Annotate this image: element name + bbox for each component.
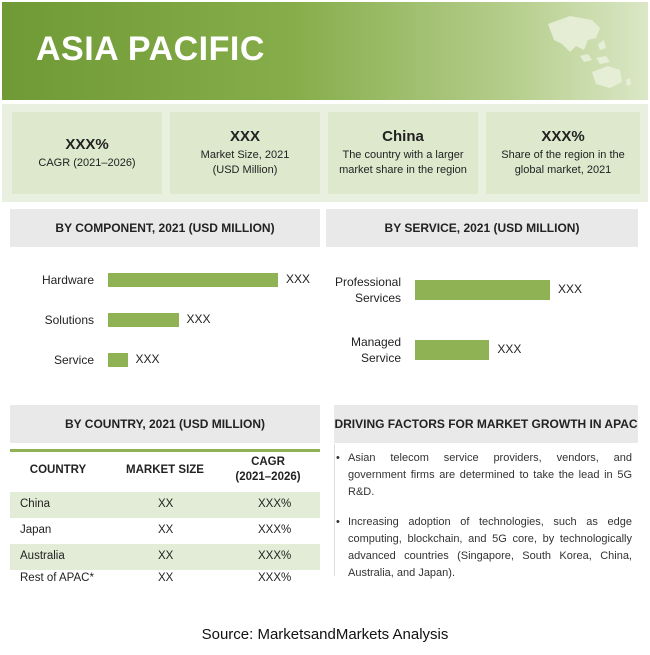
region-title: ASIA PACIFIC: [36, 30, 265, 68]
component-bar-chart: [0, 250, 325, 390]
country-section-title: BY COUNTRY, 2021 (USD MILLION): [10, 405, 320, 443]
bar: [108, 273, 278, 287]
drivers-section-title: DRIVING FACTORS FOR MARKET GROWTH IN APAC: [334, 405, 638, 443]
kpi-cagr-label: CAGR (2021–2026): [38, 156, 136, 169]
kpi-market-size-label: Market Size, 2021 (USD Million): [200, 149, 290, 176]
driver-text: Increasing adoption of technologies, such as edge computing, blockchain, and 5G core, by technologically advanced countries (Singapore, South Korea, China, Australia, and Japan).: [348, 516, 632, 579]
value-label: XXX: [497, 342, 522, 356]
driver-text: Asian telecom service providers, vendors, and government firms are determined to take the lead in 5G R&D.: [348, 452, 632, 498]
table-row: [10, 570, 320, 592]
kpi-market-size: [170, 112, 320, 194]
cell-cagr: XXX%: [258, 524, 292, 536]
category-label: Managed Service: [350, 335, 401, 365]
table-row: [10, 492, 320, 518]
category-label: Hardware: [41, 273, 94, 287]
column-header-cagr: CAGR (2021–2026): [235, 456, 301, 483]
cell-cagr: XXX%: [258, 498, 292, 510]
service-bar-chart: [325, 250, 650, 390]
source-note: Source: MarketsandMarkets Analysis: [201, 626, 449, 643]
cell-country: Japan: [20, 524, 52, 536]
bar: [415, 280, 550, 300]
kpi-leading-country: [328, 112, 478, 194]
value-label: XXX: [186, 312, 211, 326]
cell-country: Australia: [20, 550, 65, 562]
driver-item: [336, 514, 632, 582]
category-label: Service: [53, 353, 94, 367]
bar: [108, 313, 179, 327]
kpi-region-share-value: XXX%: [541, 128, 585, 145]
service-section-title: BY SERVICE, 2021 (USD MILLION): [326, 209, 638, 247]
column-header-country: COUNTRY: [29, 464, 87, 476]
cell-cagr: XXX%: [258, 572, 292, 584]
category-label: Professional Services: [334, 275, 401, 305]
kpi-leading-country-value: China: [382, 128, 424, 145]
value-label: XXX: [558, 282, 583, 296]
kpi-region-share-label: Share of the region in the global market, 2021: [501, 149, 625, 176]
cell-country: Rest of APAC*: [20, 572, 94, 584]
bullet-icon: •: [336, 516, 340, 528]
asia-map-icon: [540, 10, 635, 92]
column-header-market-size: MARKET SIZE: [126, 464, 204, 476]
cell-market-size: XX: [158, 524, 174, 536]
bar: [108, 353, 128, 367]
kpi-cagr-value: XXX%: [65, 135, 109, 153]
cell-market-size: XX: [158, 498, 174, 510]
table-row: [10, 518, 320, 544]
kpi-strip: [2, 104, 648, 202]
value-label: XXX: [135, 352, 160, 366]
bullet-icon: •: [336, 452, 340, 464]
bar: [415, 340, 489, 360]
category-label: Solutions: [44, 313, 94, 327]
value-label: XXX: [286, 272, 311, 286]
cell-country: China: [20, 498, 51, 510]
driver-item: [336, 450, 632, 501]
component-section-title: BY COMPONENT, 2021 (USD MILLION): [10, 209, 320, 247]
table-top-rule: [10, 449, 320, 452]
kpi-region-share: [486, 112, 640, 194]
table-row: [10, 544, 320, 570]
cell-market-size: XX: [158, 572, 174, 584]
cell-cagr: XXX%: [258, 550, 292, 562]
cell-market-size: XX: [158, 550, 174, 562]
kpi-cagr: [12, 112, 162, 194]
kpi-leading-country-label: The country with a larger market share in the region: [339, 149, 467, 176]
kpi-market-size-value: XXX: [229, 128, 260, 145]
